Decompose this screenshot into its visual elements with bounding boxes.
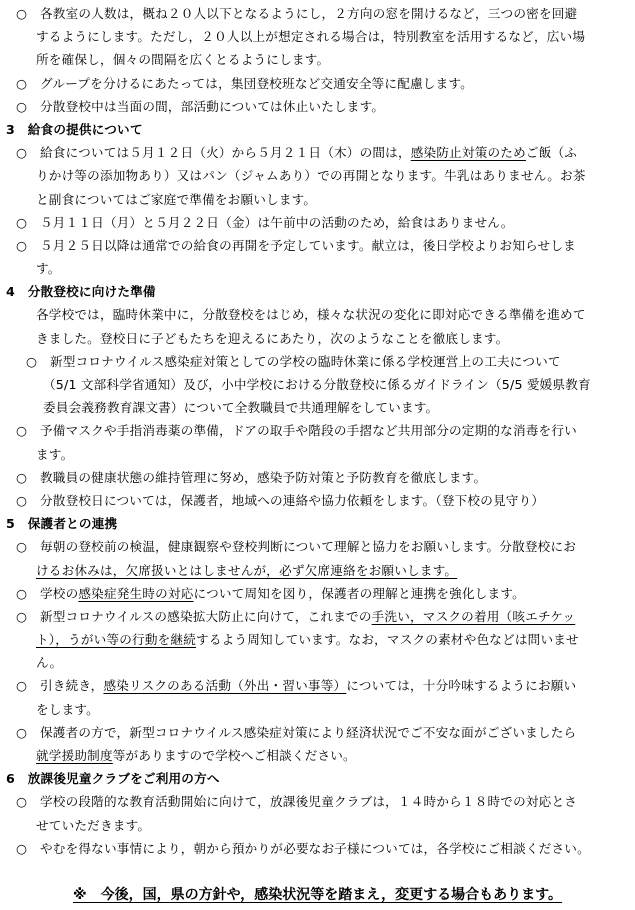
paragraph-contact: ○ 分散登校日については，保護者，地域への連絡や協力依頼をします。（登下校の見守り）: [16, 492, 545, 508]
paragraph-classroom-line2: するようにします。ただし，２０人以上が想定される場合は，特別教室を活用するなど，広い場: [36, 29, 586, 45]
paragraph-financial-aid-line2: [6, 744, 632, 767]
text-run: については，十分吟味するようにお願い: [346, 678, 577, 694]
paragraph-classroom-line1: ○ 各教室の人数は，概ね２０人以下となるようにし，２方向の窓を開けるなど，三つの密を回避: [16, 6, 578, 21]
paragraph-disinfection-line2: ます。: [36, 446, 74, 462]
underlined-text: 手洗い，マスクの着用（咳エチケッ: [371, 608, 576, 624]
paragraph-preparation-line2: きました。登校日に子どもたちを迎えるにあたり，次のようなことを徹底します。: [36, 330, 509, 346]
paragraph-classroom-line3: 所を確保し，個々の間隔を広くとるようにします。: [36, 52, 330, 68]
closing-note-text: ※ 今後，国，県の方針や，感染状況等を踏まえ，変更する場合もあります。: [72, 887, 563, 903]
paragraph-lunch-resume-line1: ○ ５月２５日以降は通常での給食の再開を予定しています。献立は，後日学校よりお知らせしま: [16, 237, 576, 253]
paragraph-lunch-line1: [6, 141, 632, 164]
document-body: [6, 2, 632, 860]
text-run: ○ 新型コロナウイルスの感染拡大防止に向けて，これまでの: [16, 608, 372, 624]
text-run: 等がありますので学校へご相談ください。: [112, 748, 356, 763]
paragraph-risk-activities-line2: をします。: [36, 701, 99, 717]
closing-note: [0, 884, 635, 904]
paragraph-guidelines-line1: ○ 新型コロナウイルス感染症対策としての学校の臨時休業に係る学校運営上の工夫について: [26, 353, 561, 369]
underlined-text: ト），うがい等の行動を継続: [36, 632, 197, 648]
text-run: ○ 給食については５月１２日（火）から５月２１日（木）の間は，: [16, 145, 411, 161]
paragraph-guidelines-line3: 委員会義務教育課文書）について全教職員で共通理解をしています。: [43, 400, 439, 416]
paragraph-preparation-line1: 各学校では，臨時休業中に，分散登校をはじめ，様々な状況の変化に即対応できる準備を進めて: [36, 307, 586, 323]
paragraph-lunch-resume-line2: す。: [36, 261, 61, 277]
paragraph-morning-care: ○ やむを得ない事情により，朝から預かりが必要なお子様については，各学校にご相談ください。: [16, 840, 590, 856]
paragraph-disinfection-line1: ○ 予備マスクや手指消毒薬の準備，ドアの取手や階段の手摺など共用部分の定期的な消毒を行い: [16, 423, 577, 439]
paragraph-handwashing-line2: [6, 628, 632, 651]
paragraph-outbreak-response: [6, 582, 632, 605]
section-heading-preparation: 4 分散登校に向けた準備: [6, 284, 156, 300]
text-run: ○ 学校の: [16, 585, 79, 601]
paragraph-guidelines-line2: （5/1 文部科学省通知）及び，小中学校における分散登校に係るガイドライン（5/5 愛媛県教育: [43, 377, 591, 392]
underlined-text: 感染症発生時の対応: [78, 585, 194, 601]
section-heading-afterschool: 6 放課後児童クラブをご利用の方へ: [6, 771, 220, 787]
paragraph-staff-health: ○ 教職員の健康状態の維持管理に努め，感染予防対策と予防教育を徹底します。: [16, 469, 487, 485]
text-run: ○ 引き続き，: [16, 678, 104, 694]
underlined-text: 感染リスクのある活動（外出・習い事等）: [103, 678, 347, 694]
paragraph-afterschool-line1: ○ 学校の段階的な教育活動開始に向けて，放課後児童クラブは，１４時から１８時での対応とさ: [16, 794, 578, 810]
paragraph-club-activities: ○ 分散登校中は当面の間，部活動については休止いたします。: [16, 98, 385, 114]
paragraph-lunch-line3: と副食についてはご家庭で準備をお願いします。: [36, 191, 317, 207]
paragraph-temperature-line1: ○ 毎朝の登校前の検温，健康観察や登校判断について理解と協力をお願いします。分散登校にお: [16, 539, 577, 555]
underlined-text: 就学援助制度: [36, 748, 113, 763]
paragraph-lunch-line2: りかけ等の添加物あり）又はパン（ジャムあり）での再開となります。牛乳はありません。お茶: [36, 168, 586, 184]
text-run: するよう周知しています。なお，マスクの素材や色などは問いませ: [196, 632, 579, 648]
paragraph-risk-activities-line1: [6, 674, 632, 697]
paragraph-handwashing-line1: [6, 605, 632, 628]
underlined-text: 感染防止対策のため: [410, 145, 526, 161]
paragraph-handwashing-line3: ん。: [36, 655, 63, 671]
paragraph-financial-aid-line1: ○ 保護者の方で，新型コロナウイルス感染症対策により経済状況でご不安な面がございましたら: [16, 724, 577, 740]
underlined-text: けるお休みは，欠席扱いとはしませんが，必ず欠席連絡をお願いします。: [36, 562, 458, 578]
paragraph-afterschool-line2: せていただきます。: [36, 817, 151, 833]
section-heading-parents: 5 保護者との連携: [6, 516, 118, 532]
text-run: について周知を図り，保護者の理解と連携を強化します。: [193, 585, 525, 601]
paragraph-temperature-line2: [6, 559, 632, 582]
paragraph-groups: ○ グループを分けるにあたっては，集団登校班など交通安全等に配慮します。: [16, 75, 473, 91]
section-heading-lunch: 3 給食の提供について: [6, 121, 143, 137]
text-run: ご飯（ふ: [525, 145, 578, 161]
paragraph-no-lunch: ○ ５月１１日（月）と５月２２日（金）は午前中の活動のため，給食はありません。: [16, 214, 514, 230]
